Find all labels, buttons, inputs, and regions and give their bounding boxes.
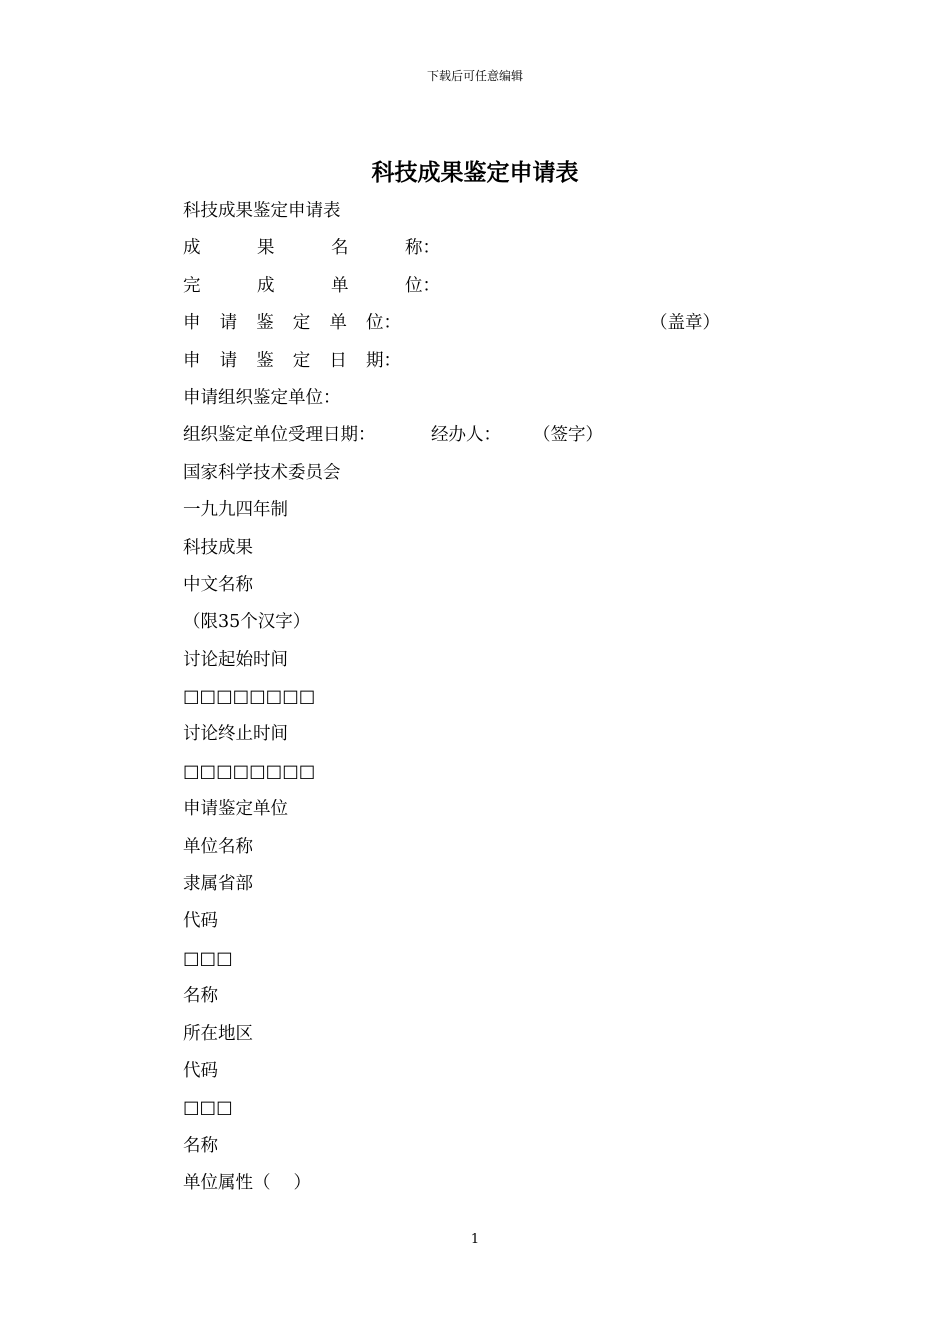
- date-boxes-start: □□□□□□□□: [183, 687, 316, 708]
- page-title: 科技成果鉴定申请表: [371, 159, 579, 186]
- accept-date-label: 组织鉴定单位受理日期：: [183, 425, 376, 446]
- applicant-unit-row: [183, 308, 783, 345]
- subtitle-line: 科技成果鉴定申请表: [183, 201, 341, 221]
- label-char: 期：: [365, 350, 401, 371]
- label-char: 单: [329, 313, 347, 334]
- sign-note: （签字）: [533, 425, 603, 446]
- char-limit-note: （限35个汉字）: [183, 612, 311, 633]
- name-label: 名称: [183, 986, 218, 1007]
- achievement-name-row: [183, 233, 783, 270]
- handler-label: 经办人：: [431, 425, 501, 446]
- code-label: 代码: [183, 1060, 218, 1081]
- label-char: 请: [219, 350, 238, 371]
- label-char: 鉴: [256, 350, 274, 371]
- name-label: 名称: [183, 1135, 218, 1156]
- code-boxes: □□□: [183, 948, 233, 969]
- label-char: 请: [219, 313, 238, 334]
- form-body: [183, 196, 783, 1206]
- label-char: 称：: [405, 238, 440, 259]
- label-char: 定: [292, 350, 311, 371]
- application-date-row: [183, 346, 783, 383]
- page-number: 1: [470, 1232, 480, 1247]
- unit-attr-label: 单位属性（ ）: [183, 1173, 312, 1194]
- label-char: 申: [183, 313, 201, 334]
- unit-name-label: 单位名称: [183, 836, 253, 857]
- page-header: 下载后可任意编辑: [426, 69, 523, 83]
- year-line: 一九九四年制: [183, 500, 288, 521]
- date-boxes-end: □□□□□□□□: [183, 761, 316, 782]
- region-label: 所在地区: [183, 1023, 253, 1044]
- commission-line: 国家科学技术委员会: [183, 462, 341, 483]
- accept-date-row: [183, 420, 783, 457]
- label-char: 位：: [405, 275, 440, 296]
- label-char: 日: [329, 350, 347, 371]
- section-achievement: 科技成果: [183, 537, 253, 558]
- org-unit-row: 申请组织鉴定单位：: [183, 387, 341, 408]
- label-char: 果: [257, 238, 275, 259]
- label-char: 单: [331, 275, 349, 296]
- label-char: 申: [183, 350, 201, 371]
- completing-unit-row: [183, 271, 783, 308]
- code-boxes: □□□: [183, 1098, 233, 1119]
- affiliation-label: 隶属省部: [183, 874, 253, 895]
- apply-unit-section: 申请鉴定单位: [183, 799, 288, 820]
- code-label: 代码: [183, 911, 218, 932]
- label-char: 成: [183, 238, 201, 259]
- label-char: 完: [183, 275, 201, 296]
- label-char: 成: [257, 275, 275, 296]
- label-char: 名: [331, 238, 349, 259]
- seal-note: （盖章）: [650, 313, 720, 334]
- label-char: 鉴: [256, 313, 274, 334]
- chinese-name-label: 中文名称: [183, 574, 253, 595]
- discuss-start-label: 讨论起始时间: [183, 649, 288, 670]
- label-char: 定: [292, 313, 311, 334]
- label-char: 位：: [365, 313, 401, 334]
- discuss-end-label: 讨论终止时间: [183, 724, 288, 745]
